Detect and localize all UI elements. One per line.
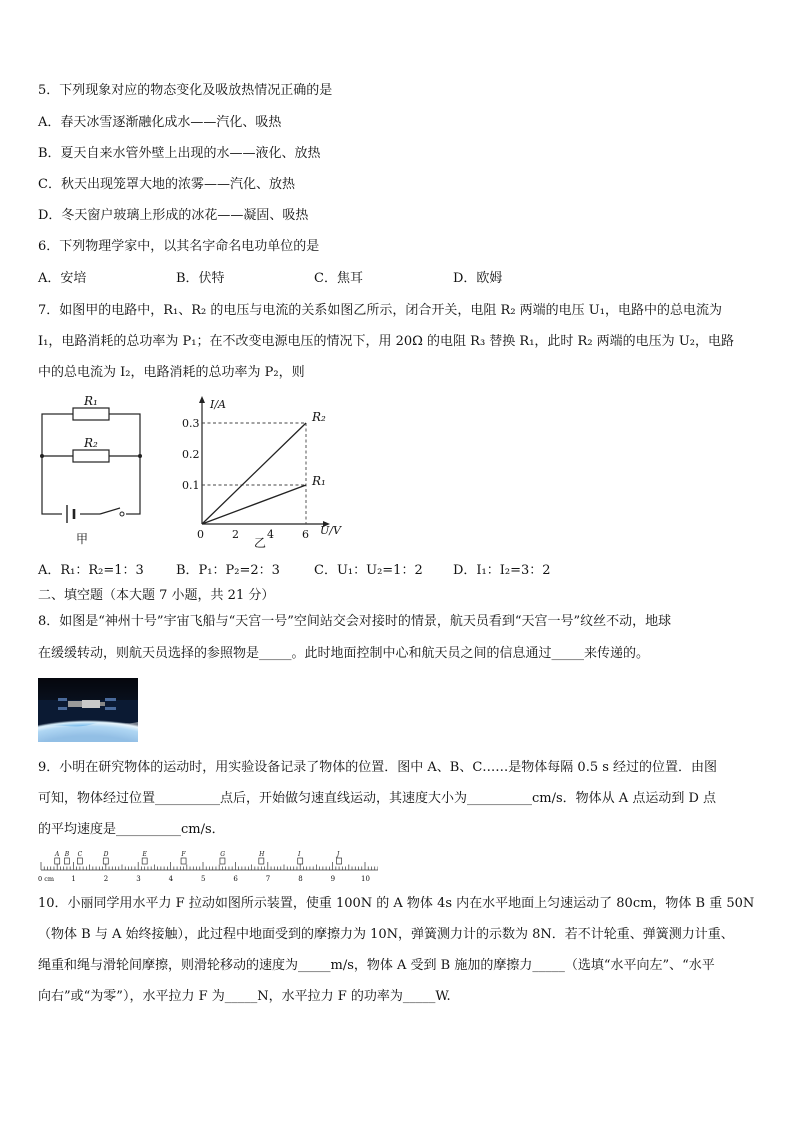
label-r2: R₂ <box>312 410 326 424</box>
circuit-caption: 甲 <box>76 532 89 546</box>
ytick-0.2: 0.2 <box>182 448 200 461</box>
ruler-point-d <box>103 858 108 864</box>
xtick-4: 4 <box>267 528 274 541</box>
graph-caption: 乙 <box>254 536 267 550</box>
ruler-point-label-j: J <box>336 851 340 858</box>
ruler-point-label-c: C <box>77 851 83 858</box>
q9-line-2: 可知，物体经过位置__________点后，开始做匀速直线运动，其速度大小为__________cm/s．物体从 A 点运动到 D 点 <box>38 791 717 806</box>
ruler-point-i <box>298 858 303 864</box>
q7-option-b: B．P₁：P₂=2：3 <box>176 563 280 578</box>
q5-option-d: D．冬天窗户玻璃上形成的冰花——凝固、吸热 <box>38 208 309 223</box>
ruler-diagram <box>38 846 378 886</box>
ruler-point-label-b: B <box>64 851 70 858</box>
space-docking-photo <box>38 678 138 742</box>
ruler-point-label-f: F <box>181 851 186 858</box>
ruler-ticks <box>41 862 378 870</box>
q10-line-1: 10．小丽同学用水平力 F 拉动如图所示装置，使重 100N 的 A 物体 4s 内在水平地面上匀速运动了 80cm，物体 B 重 50N <box>38 896 755 911</box>
q5-option-b: B．夏天自来水管外壁上出现的水——液化、放热 <box>38 146 321 161</box>
q5-stem: 5．下列现象对应的物态变化及吸放热情况正确的是 <box>38 83 333 98</box>
q10-line-4: 向右”或“为零”），水平拉力 F 为_____N，水平拉力 F 的功率为_____W. <box>38 989 451 1004</box>
line-r1 <box>202 485 306 524</box>
q7-line-1: 7．如图甲的电路中，R₁、R₂ 的电压与电流的关系如图乙所示，闭合开关，电阻 R₂ 两端的电压 U₁，电路中的总电流为 <box>38 303 722 318</box>
ruler-point-g <box>220 858 225 864</box>
ruler-point-e <box>142 858 147 864</box>
xtick-0: 0 <box>197 528 204 541</box>
r2-label: R₂ <box>84 436 98 450</box>
ruler-numbers <box>71 875 370 883</box>
ruler-point-c <box>77 858 82 864</box>
q9-line-3: 的平均速度是__________cm/s． <box>38 822 225 837</box>
q6-option-a: A．安培 <box>38 271 87 286</box>
q8-line-1: 8．如图是“神州十号”宇宙飞船与“天宫一号”空间站交会对接时的情景，航天员看到“天宫一号”纹丝不动，地球 <box>38 614 672 629</box>
ruler-number-5: 5 <box>201 875 206 883</box>
ruler-point-h <box>259 858 264 864</box>
ruler-unit: 0 cm <box>38 875 55 883</box>
q8-line-2: 在缓缓转动，则航天员选择的参照物是_____。此时地面控制中心和航天员之间的信息通过_____来传递的。 <box>38 646 650 661</box>
q6-option-c: C．焦耳 <box>314 271 363 286</box>
ruler-number-9: 9 <box>330 875 336 883</box>
ruler-point-label-i: I <box>298 851 301 858</box>
label-r1: R₁ <box>312 474 326 488</box>
xtick-2: 2 <box>232 528 239 541</box>
q7-option-c: C．U₁：U₂=1：2 <box>314 563 423 578</box>
circuit-diagram <box>36 392 156 552</box>
q7-line-3: 中的总电流为 I₂，电路消耗的总功率为 P₂，则 <box>38 365 305 380</box>
resistor-r2 <box>73 450 109 462</box>
section-2-title: 二、填空题（本大题 7 小题，共 21 分） <box>38 588 275 603</box>
line-r2 <box>202 423 306 524</box>
xtick-6: 6 <box>302 528 309 541</box>
ruler-number-2: 2 <box>103 875 109 883</box>
ytick-0.1: 0.1 <box>182 479 200 492</box>
y-axis-label: I/A <box>210 398 226 411</box>
q7-option-d: D．I₁：I₂=3：2 <box>453 563 551 578</box>
q9-line-1: 9．小明在研究物体的运动时，用实验设备记录了物体的位置．图中 A、B、C……是物体每隔 0.5 s 经过的位置．由图 <box>38 760 718 775</box>
q10-line-3: 绳重和绳与滑轮间摩擦，则滑轮移动的速度为_____m/s，物体 A 受到 B 施加的摩擦力_____（选填“水平向左”、“水平 <box>38 958 715 973</box>
ruler-point-label-g: G <box>220 851 226 858</box>
ruler-point-label-d: D <box>103 851 109 858</box>
ruler-number-8: 8 <box>298 875 303 883</box>
ruler-point-label-h: H <box>259 851 265 858</box>
ruler-number-4: 4 <box>168 875 174 883</box>
ytick-0.3: 0.3 <box>182 417 200 430</box>
resistor-r1 <box>73 408 109 420</box>
q6-option-b: B．伏特 <box>176 271 225 286</box>
q5-option-a: A．春天冰雪逐渐融化成水——汽化、吸热 <box>38 115 282 130</box>
q6-stem: 6．下列物理学家中，以其名字命名电功单位的是 <box>38 239 320 254</box>
ruler-number-7: 7 <box>265 875 271 883</box>
ruler-point-f <box>181 858 186 864</box>
x-axis-label: U/V <box>320 524 341 537</box>
q7-option-a: A．R₁：R₂=1：3 <box>38 563 144 578</box>
ruler-number-1: 1 <box>71 875 76 883</box>
q7-line-2: I₁，电路消耗的总功率为 P₁；在不改变电源电压的情况下，用 20Ω 的电阻 R₃ 替换 R₁，此时 R₂ 两端的电压为 U₂，电路 <box>38 334 734 349</box>
r1-label: R₁ <box>84 394 98 408</box>
ruler-points <box>54 851 342 864</box>
ruler-point-label-e: E <box>142 851 147 858</box>
ruler-number-6: 6 <box>233 875 238 883</box>
ruler-number-10: 10 <box>361 875 370 883</box>
ruler-point-b <box>64 858 69 864</box>
ruler-point-j <box>337 858 342 864</box>
ruler-point-a <box>55 858 60 864</box>
ruler-point-label-a: A <box>55 851 60 858</box>
q6-option-d: D．欧姆 <box>453 271 503 286</box>
iu-graph <box>180 392 350 552</box>
ruler-number-3: 3 <box>136 875 141 883</box>
q10-line-2: （物体 B 与 A 始终接触），此过程中地面受到的摩擦力为 10N，弹簧测力计的示数为 8N．若不计轮重、弹簧测力计重、 <box>38 927 734 942</box>
q5-option-c: C．秋天出现笼罩大地的浓雾——汽化、放热 <box>38 177 295 192</box>
